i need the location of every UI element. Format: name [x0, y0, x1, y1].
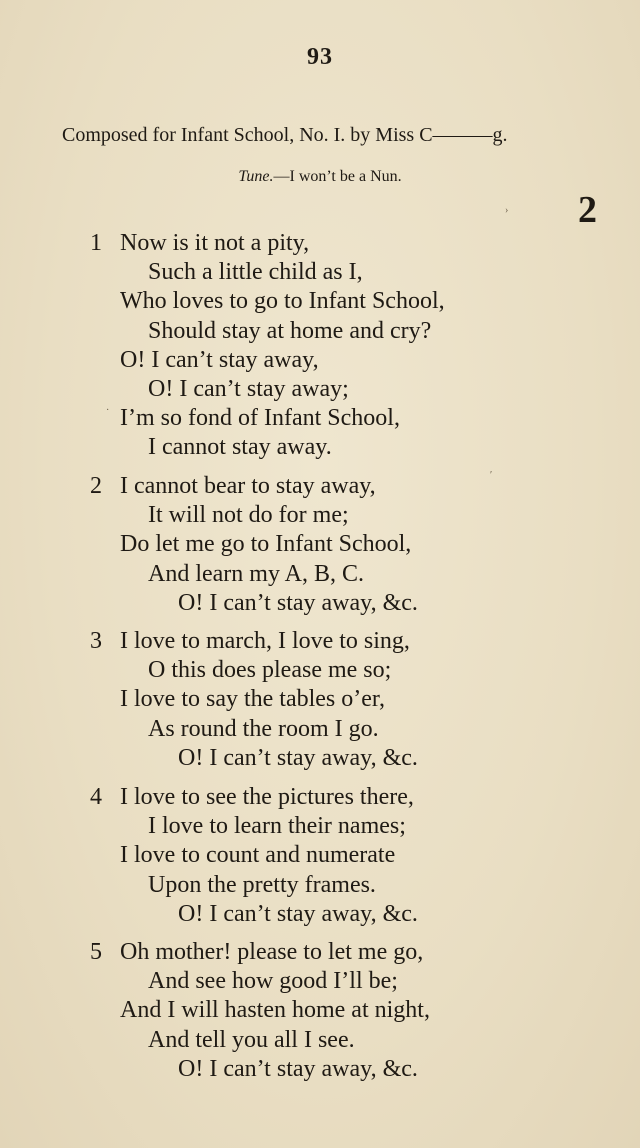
verse-line: I love to see the pictures there, — [120, 784, 414, 810]
verse-number: 5 — [90, 939, 102, 965]
verse-line: It will not do for me; — [148, 502, 349, 529]
verse-line: Upon the pretty frames. — [148, 871, 376, 898]
hymn-number: 2 — [578, 189, 597, 231]
verse-line: Do let me go to Infant School, — [120, 531, 412, 558]
verse-line: I cannot bear to stay away, — [120, 473, 376, 499]
verse-line: And see how good I’ll be; — [148, 968, 398, 995]
verse-line: And tell you all I see. — [148, 1026, 355, 1053]
verse-line: I love to say the tables o’er, — [120, 686, 385, 713]
verse-line: O! I can’t stay away; — [148, 376, 349, 402]
verse-line: And learn my A, B, C. — [148, 560, 364, 587]
tune-line — [0, 168, 640, 186]
verse-line: And I will hasten home at night, — [120, 997, 430, 1024]
tune-label: Tune. — [238, 168, 274, 185]
verse-line: O this does please me so; — [148, 657, 392, 684]
verse-number: 1 — [90, 230, 102, 256]
verse-line: I love to count and numerate — [120, 842, 396, 869]
verse-line: I’m so fond of Infant School, — [120, 405, 400, 432]
hymn-heading: Composed for Infant School, No. I. by Miss C———g. — [62, 124, 508, 146]
verse-line: O! I can’t stay away, — [120, 346, 319, 373]
verse-number: 2 — [90, 473, 102, 499]
verse-number: 3 — [90, 628, 102, 654]
verse-line: O! I can’t stay away, &c. — [178, 900, 418, 927]
verse-line: Who loves to go to Infant School, — [120, 288, 445, 315]
page-number: 93 — [307, 44, 333, 70]
verse-line: Oh mother! please to let me go, — [120, 939, 424, 965]
verse-number: 4 — [90, 784, 102, 810]
verse-line: I love to learn their names; — [148, 813, 406, 840]
print-mark: ′ — [490, 470, 493, 481]
verse-line: O! I can’t stay away, &c. — [178, 744, 418, 771]
verse-line: O! I can’t stay away, &c. — [178, 1055, 418, 1082]
verse-line: O! I can’t stay away, &c. — [178, 589, 418, 616]
verse-line: Now is it not a pity, — [120, 230, 310, 256]
print-mark: · — [106, 405, 110, 416]
tune-name: —I won’t be a Nun. — [273, 168, 402, 185]
verse-line: Such a little child as I, — [148, 259, 363, 286]
print-mark: › — [505, 205, 509, 216]
verse-line: I cannot stay away. — [148, 434, 332, 461]
verse-line: As round the room I go. — [148, 715, 379, 742]
verse-line: Should stay at home and cry? — [148, 317, 432, 344]
verse-line: I love to march, I love to sing, — [120, 628, 410, 654]
